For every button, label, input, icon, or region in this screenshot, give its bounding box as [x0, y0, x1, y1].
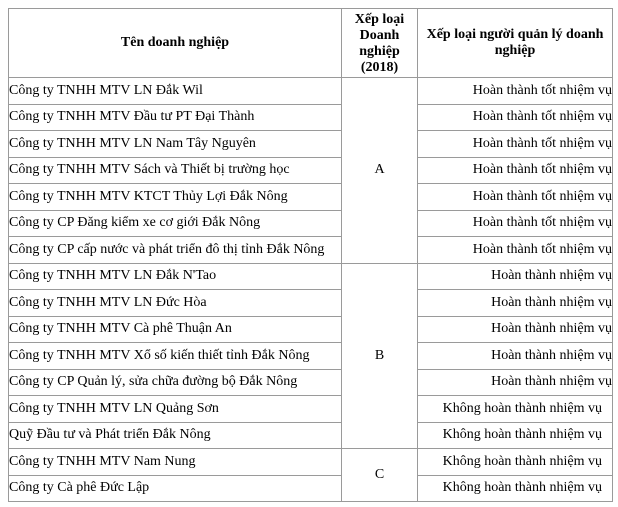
table-row	[9, 343, 613, 370]
manager-rating-cell: Hoàn thành tốt nhiệm vụ	[418, 237, 613, 264]
table-row	[9, 316, 613, 343]
company-name-cell: Công ty TNHH MTV Xổ số kiến thiết tỉnh Đắk Nông	[9, 343, 342, 370]
company-name-cell: Công ty CP cấp nước và phát triển đô thị tỉnh Đắk Nông	[9, 237, 342, 264]
table-row	[9, 396, 613, 423]
table-row	[9, 157, 613, 184]
manager-rating-cell: Hoàn thành tốt nhiệm vụ	[418, 157, 613, 184]
company-name-cell: Công ty Cà phê Đức Lập	[9, 475, 342, 502]
table-row	[9, 369, 613, 396]
table-body	[9, 78, 613, 502]
company-name-cell: Công ty TNHH MTV Sách và Thiết bị trường học	[9, 157, 342, 184]
manager-rating-cell: Không hoàn thành nhiệm vụ	[418, 396, 613, 423]
manager-rating-cell: Hoàn thành tốt nhiệm vụ	[418, 184, 613, 211]
header-grade: Xếp loại Doanh nghiệp (2018)	[342, 9, 418, 78]
manager-rating-cell: Hoàn thành nhiệm vụ	[418, 290, 613, 317]
company-name-cell: Công ty TNHH MTV KTCT Thủy Lợi Đắk Nông	[9, 184, 342, 211]
table-row	[9, 263, 613, 290]
enterprise-rating-table	[8, 8, 613, 502]
company-name-cell: Quỹ Đầu tư và Phát triển Đắk Nông	[9, 422, 342, 449]
manager-rating-cell: Hoàn thành nhiệm vụ	[418, 263, 613, 290]
table-row	[9, 237, 613, 264]
manager-rating-cell: Hoàn thành nhiệm vụ	[418, 369, 613, 396]
manager-rating-cell: Không hoàn thành nhiệm vụ	[418, 422, 613, 449]
header-manager: Xếp loại người quản lý doanh nghiệp	[418, 9, 613, 78]
company-name-cell: Công ty TNHH MTV Nam Nung	[9, 449, 342, 476]
company-name-cell: Công ty CP Đăng kiểm xe cơ giới Đắk Nông	[9, 210, 342, 237]
company-name-cell: Công ty TNHH MTV LN Đức Hòa	[9, 290, 342, 317]
company-name-cell: Công ty TNHH MTV Đầu tư PT Đại Thành	[9, 104, 342, 131]
company-name-cell: Công ty TNHH MTV LN Nam Tây Nguyên	[9, 131, 342, 158]
grade-cell: C	[342, 449, 418, 502]
table-row	[9, 131, 613, 158]
manager-rating-cell: Hoàn thành tốt nhiệm vụ	[418, 210, 613, 237]
company-name-cell: Công ty TNHH MTV LN Quảng Sơn	[9, 396, 342, 423]
table-row	[9, 184, 613, 211]
manager-rating-cell: Không hoàn thành nhiệm vụ	[418, 449, 613, 476]
company-name-cell: Công ty TNHH MTV LN Đắk N'Tao	[9, 263, 342, 290]
table-row	[9, 449, 613, 476]
table-row	[9, 210, 613, 237]
grade-cell: B	[342, 263, 418, 449]
grade-cell: A	[342, 78, 418, 264]
table-row	[9, 422, 613, 449]
header-row	[9, 9, 613, 78]
company-name-cell: Công ty CP Quản lý, sửa chữa đường bộ Đắk Nông	[9, 369, 342, 396]
manager-rating-cell: Hoàn thành nhiệm vụ	[418, 316, 613, 343]
manager-rating-cell: Không hoàn thành nhiệm vụ	[418, 475, 613, 502]
table-row	[9, 78, 613, 105]
table-row	[9, 475, 613, 502]
manager-rating-cell: Hoàn thành tốt nhiệm vụ	[418, 131, 613, 158]
company-name-cell: Công ty TNHH MTV Cà phê Thuận An	[9, 316, 342, 343]
header-company: Tên doanh nghiệp	[9, 9, 342, 78]
page-edge	[0, 0, 4, 507]
company-name-cell: Công ty TNHH MTV LN Đắk Wil	[9, 78, 342, 105]
table-row	[9, 290, 613, 317]
manager-rating-cell: Hoàn thành tốt nhiệm vụ	[418, 104, 613, 131]
manager-rating-cell: Hoàn thành tốt nhiệm vụ	[418, 78, 613, 105]
table-row	[9, 104, 613, 131]
manager-rating-cell: Hoàn thành nhiệm vụ	[418, 343, 613, 370]
